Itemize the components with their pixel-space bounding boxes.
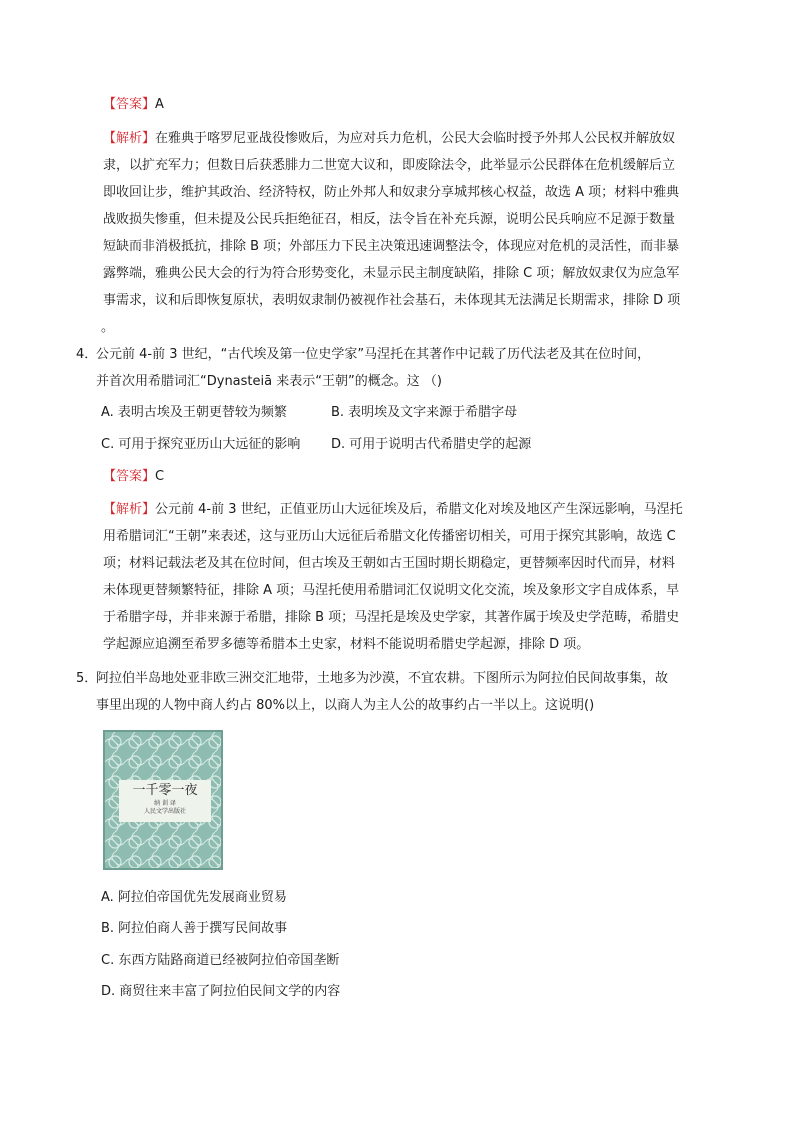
q3-analysis-line: 事需求，议和后即恢复原状，表明奴隶制仍被视作社会基石，未体现其无法满足长期需求，排除 D 项	[103, 293, 681, 308]
q5-option-c: C. 东西方陆路商道已经被阿拉伯帝国垄断	[101, 953, 340, 968]
q3-answer	[103, 94, 164, 116]
q4-answer	[103, 466, 164, 488]
answer-value: A	[155, 97, 164, 112]
q5-number: 5．	[76, 671, 98, 686]
q4-stem-line: 公元前 4-前 3 世纪，“古代埃及第一位史学家”马涅托在其著作中记载了历代法老及其在位时间，	[96, 347, 651, 362]
analysis-tag: 【解析】	[103, 502, 156, 517]
q4-option-b: B. 表明埃及文字来源于希腊字母	[331, 405, 518, 420]
q3-analysis-line: 露弊端，雅典公民大会的行为符合形势变化，未显示民主制度缺陷，排除 C 项；解放奴隶仅为应急军	[103, 266, 680, 281]
q3-analysis-line: 。	[101, 320, 115, 335]
q3-analysis-line: 隶，以扩充军力；但数日后获悉腓力二世宽大议和，即废除法令，此举显示公民群体在危机缓解后立	[103, 158, 676, 173]
q5-option-b: B. 阿拉伯商人善于撰写民间故事	[101, 921, 288, 936]
q5-stem-line: 阿拉伯半岛地处亚非欧三洲交汇地带，土地多为沙漠，不宜农耕。下图所示为阿拉伯民间故事集，故	[96, 671, 669, 686]
q4-analysis-line	[103, 499, 683, 521]
answer-tag: 【答案】	[103, 469, 156, 484]
answer-tag: 【答案】	[103, 97, 156, 112]
q4-stem-line: 并首次用希腊词汇“Dynasteiā 来表示“王朝”的概念。这 （)	[96, 374, 442, 389]
q4-analysis-line: 用希腊词汇“王朝”来表述，这与亚历山大远征后希腊文化传播密切相关，可用于探究其影响，故选 C	[103, 529, 676, 544]
q4-option-a: A. 表明古埃及王朝更替较为频繁	[101, 405, 287, 420]
book-publisher: 人民文学出版社	[143, 808, 186, 815]
book-translator: 纳 训 译	[154, 800, 176, 807]
book-title-panel	[119, 780, 211, 822]
q5-stem-line: 事里出现的人物中商人约占 80%以上，以商人为主人公的故事约占一半以上。这说明()	[96, 698, 595, 713]
analysis-text: 公元前 4-前 3 世纪，正值亚历山大远征埃及后，希腊文化对埃及地区产生深远影响，马涅托	[155, 502, 683, 517]
q3-analysis-line: 短缺而非消极抵抗，排除 B 项；外部压力下民主决策迅速调整法令，体现应对危机的灵活性，而非暴	[103, 239, 680, 254]
analysis-text: 在雅典于喀罗尼亚战役惨败后，为应对兵力危机，公民大会临时授予外邦人公民权并解放奴	[155, 131, 676, 146]
q3-analysis-line: 即收回让步，维护其政治、经济特权，防止外邦人和奴隶分享城邦核心权益，故选 A 项；材料中雅典	[103, 185, 680, 200]
book-title: 一千零一夜	[132, 783, 198, 798]
q4-analysis-line: 学起源应追溯至希罗多德等希腊本土史家，材料不能说明希腊史学起源，排除 D 项。	[103, 637, 590, 652]
q4-analysis-line: 于希腊字母，并非来源于希腊，排除 B 项；马涅托是埃及史学家，其著作属于埃及史学范畴，希腊史	[103, 610, 680, 625]
q5-option-d: D. 商贸往来丰富了阿拉伯民间文学的内容	[101, 984, 341, 999]
q4-option-d: D. 可用于说明古代希腊史学的起源	[331, 437, 532, 452]
q3-analysis-line	[103, 128, 675, 150]
q5-option-a: A. 阿拉伯帝国优先发展商业贸易	[101, 890, 287, 905]
book-cover-image	[103, 730, 223, 870]
answer-value: C	[155, 469, 165, 484]
q4-option-c: C. 可用于探究亚历山大远征的影响	[101, 437, 301, 452]
q4-analysis-line: 项；材料记载法老及其在位时间，但古埃及王朝如古王国时期长期稳定，更替频率因时代而异，材料	[103, 556, 676, 571]
q4-number: 4．	[76, 347, 98, 362]
q3-analysis-line: 战败损失惨重，但未提及公民兵拒绝征召，相反，法令旨在补充兵源，说明公民兵响应不足源于数量	[103, 212, 676, 227]
q4-analysis-line: 未体现更替频繁特征，排除 A 项；马涅托使用希腊词汇仅说明文化交流，埃及象形文字自成体系，早	[103, 583, 680, 598]
analysis-tag: 【解析】	[103, 131, 156, 146]
